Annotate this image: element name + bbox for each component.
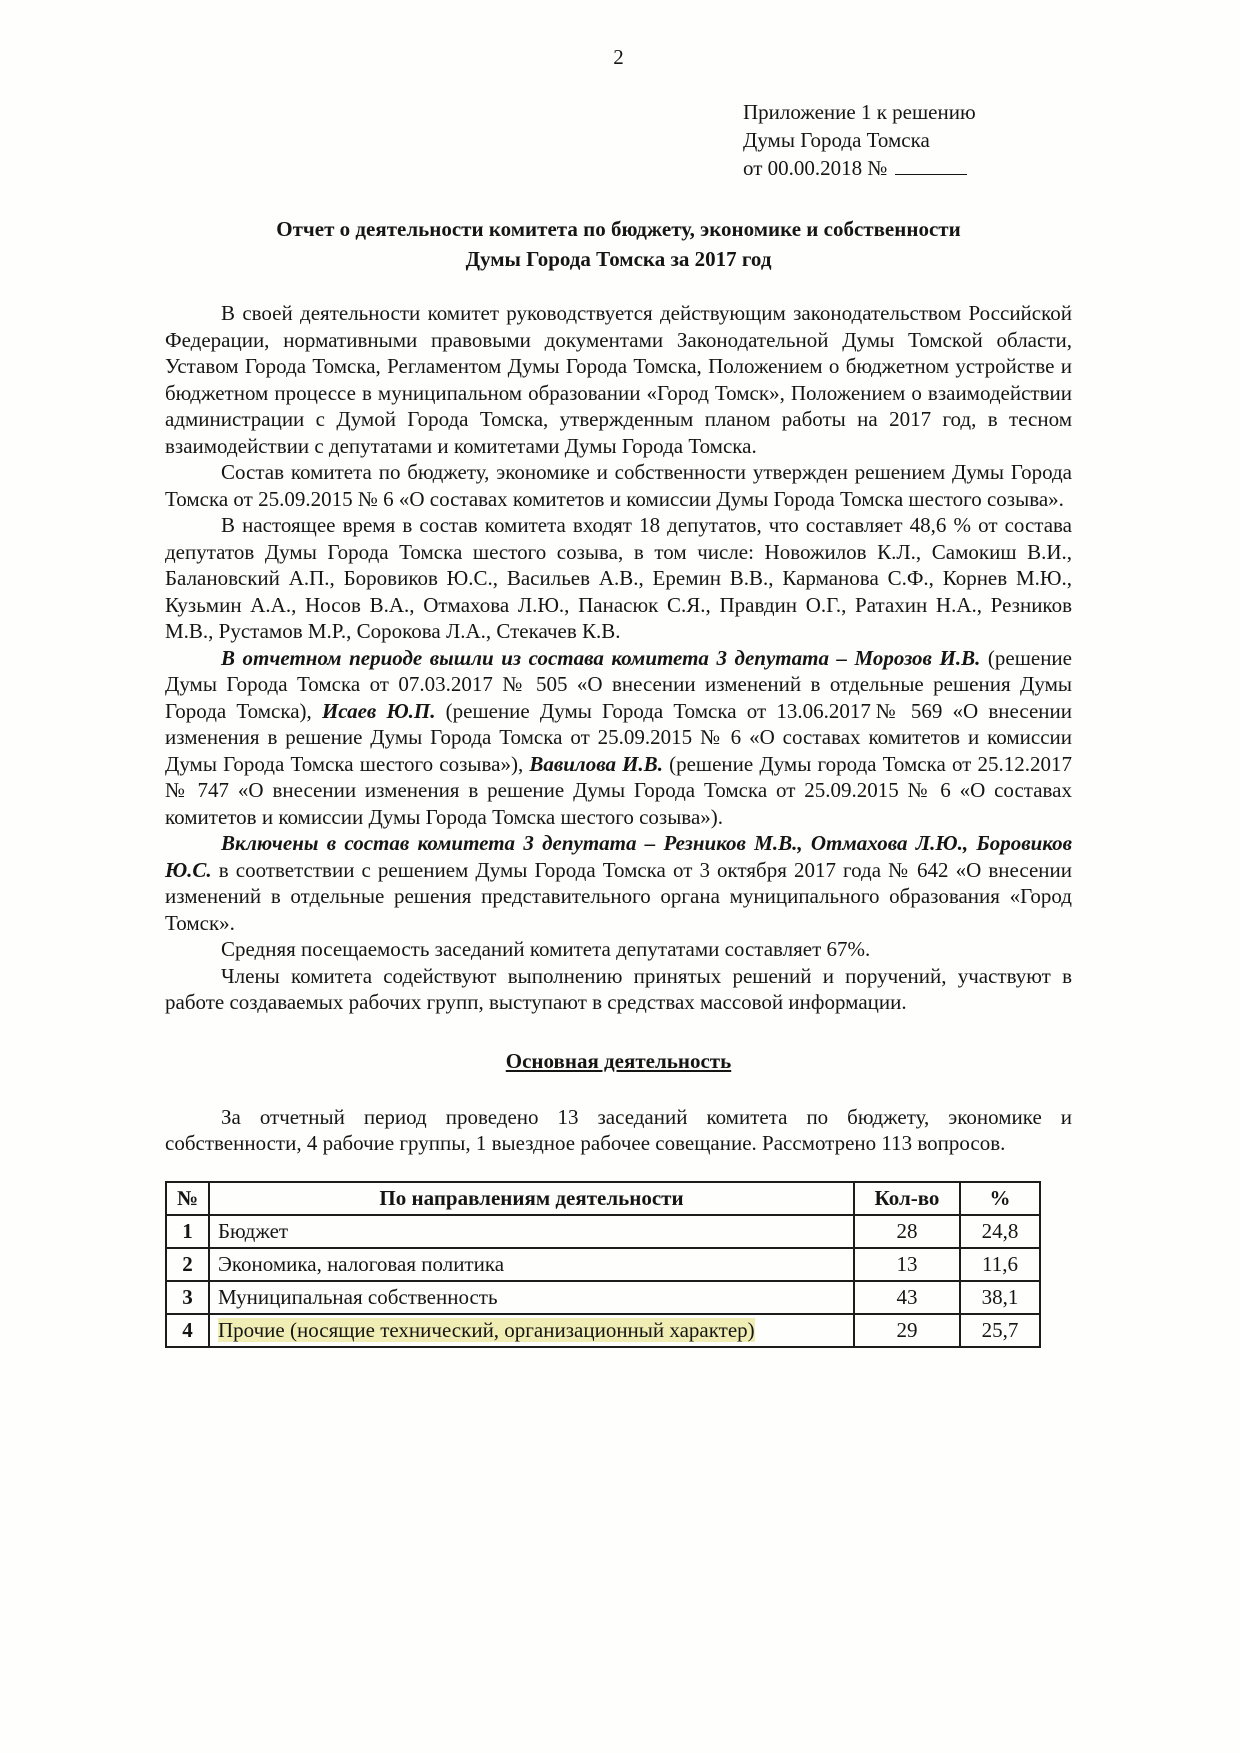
row-count: 43 xyxy=(854,1281,960,1314)
paragraph-attendance: Средняя посещаемость заседаний комитета депутатами составляет 67%. xyxy=(221,937,871,961)
table-row xyxy=(166,1314,1040,1347)
withdrawn-members-lead: В отчетном периоде вышли из состава комитета 3 депутата – Морозов И.В. xyxy=(221,645,988,670)
table-header-number: № xyxy=(166,1182,209,1215)
annex-line-1: Приложение 1 к решению xyxy=(743,100,976,124)
section-intro-wrap xyxy=(165,1104,1072,1157)
table-header-percent: % xyxy=(960,1182,1040,1215)
row-direction xyxy=(209,1314,854,1347)
blank-underline xyxy=(895,156,967,175)
table-row xyxy=(166,1248,1040,1281)
withdrawn-members-text-3: (решение Думы города Томска от 25.12.2017 № 747 «О внесении изменения в решение Думы Города Томска от 25.09.2015 № 6 «О составах комитетов и комиссии Думы Города Томска шестого созыва»). xyxy=(165,751,1073,829)
row-number: 3 xyxy=(166,1281,209,1314)
added-members-lead: Включены в состав комитета 3 депутата – Резников М.В., Отмахова Л.Ю., Боровиков Ю.С. xyxy=(165,831,1072,882)
withdrawn-members-text-1: (решение Думы Города Томска от 07.03.2017 № 505 «О внесении изменений в отдельные решения Думы Города Томска), xyxy=(165,645,1072,723)
annex-line-2: Думы Города Томска xyxy=(743,128,930,152)
page-number: 2 xyxy=(613,45,624,69)
activity-directions-table xyxy=(165,1181,1041,1348)
row-direction: Муниципальная собственность xyxy=(209,1281,854,1314)
row-percent: 38,1 xyxy=(960,1281,1040,1314)
highlighted-text: Прочие (носящие технический, организационный характер) xyxy=(218,1317,755,1342)
withdrawn-member-name-2: Исаев Ю.П. xyxy=(321,698,446,723)
table-row xyxy=(166,1281,1040,1314)
paragraph-meetings-summary: За отчетный период проведено 13 заседаний комитета по бюджету, экономике и собственности, 4 рабочие группы, 1 выездное рабочее совещание. Рассмотрено 113 вопросов. xyxy=(165,1104,1072,1155)
paragraph-member-activity: Члены комитета содействуют выполнению принятых решений и поручений, участвуют в работе создаваемых рабочих групп, выступают в средствах массовой информации. xyxy=(165,963,1072,1014)
row-direction: Экономика, налоговая политика xyxy=(209,1248,854,1281)
row-percent: 11,6 xyxy=(960,1248,1040,1281)
row-number: 1 xyxy=(166,1215,209,1248)
added-members-text: в соответствии с решением Думы Города Томска от 3 октября 2017 года № 642 «О внесении изменений в отдельные решения представительного органа муниципального образования «Город Томск». xyxy=(165,857,1073,935)
document-title xyxy=(165,214,1072,274)
annex-line-3-text: от 00.00.2018 № xyxy=(743,156,888,180)
table-header-direction: По направлениям деятельности xyxy=(209,1182,854,1215)
paragraph-legal-basis: В своей деятельности комитет руководствуется действующим законодательством Российской Федерации, нормативными правовыми документами Законодательной Думы Томской области, Уставом Города Томска, Регламентом Думы Города Томска, Положением о бюджетном устройстве и бюджетном процессе в муниципальном образовании «Город Томск», Положением о взаимодействии администрации с Думой Города Томска, утвержденным планом работы на 2017 год, в тесном взаимодействии с депутатами и комитетами Думы Города Томска. xyxy=(165,301,1072,458)
paragraph-committee-composition: Состав комитета по бюджету, экономике и собственности утвержден решением Думы Города Томска от 25.09.2015 № 6 «О составах комитетов и комиссии Думы Города Томска шестого созыва». xyxy=(165,460,1072,511)
section-heading-main-activity: Основная деятельность xyxy=(505,1048,732,1073)
withdrawn-members-text-2: (решение Думы Города Томска от 13.06.2017№ 569 «О внесении изменения в решение Думы Города Томска от 25.09.2015 № 6 «О составах комитетов и комиссии Думы Города Томска шестого созыва»), xyxy=(165,698,1072,776)
row-number: 2 xyxy=(166,1248,209,1281)
row-direction: Бюджет xyxy=(209,1215,854,1248)
row-count: 28 xyxy=(854,1215,960,1248)
document-title-line-1: Отчет о деятельности комитета по бюджету, экономике и собственности xyxy=(276,217,961,241)
paragraph-current-members: В настоящее время в состав комитета входят 18 депутатов, что составляет 48,6 % от состава депутатов Думы Города Томска шестого созыва, в том числе: Новожилов К.Л., Самокиш В.И., Балановский А.П., Боровиков Ю.С., Васильев А.В., Еремин В.В., Карманова С.Ф., Корнев М.Ю., Кузьмин А.А., Носов В.А., Отмахова Л.Ю., Панасюк С.Я., Правдин О.Г., Ратахин Н.А., Резников М.В., Рустамов М.Р., Сорокова Л.А., Стекачев К.В. xyxy=(165,513,1072,643)
document-title-line-2: Думы Города Томска за 2017 год xyxy=(465,247,772,271)
row-percent: 24,8 xyxy=(960,1215,1040,1248)
row-count: 29 xyxy=(854,1314,960,1347)
paragraph-withdrawn-members xyxy=(165,645,1072,831)
table-row xyxy=(166,1215,1040,1248)
table-header-count: Кол-во xyxy=(854,1182,960,1215)
paragraph-added-members xyxy=(165,830,1072,936)
row-number: 4 xyxy=(166,1314,209,1347)
annex-line-3 xyxy=(743,154,1072,182)
withdrawn-member-name-3: Вавилова И.В. xyxy=(529,751,670,776)
document-body xyxy=(165,300,1072,1016)
table-header-row xyxy=(166,1182,1040,1215)
row-percent: 25,7 xyxy=(960,1314,1040,1347)
annex-block xyxy=(743,98,1072,182)
row-count: 13 xyxy=(854,1248,960,1281)
